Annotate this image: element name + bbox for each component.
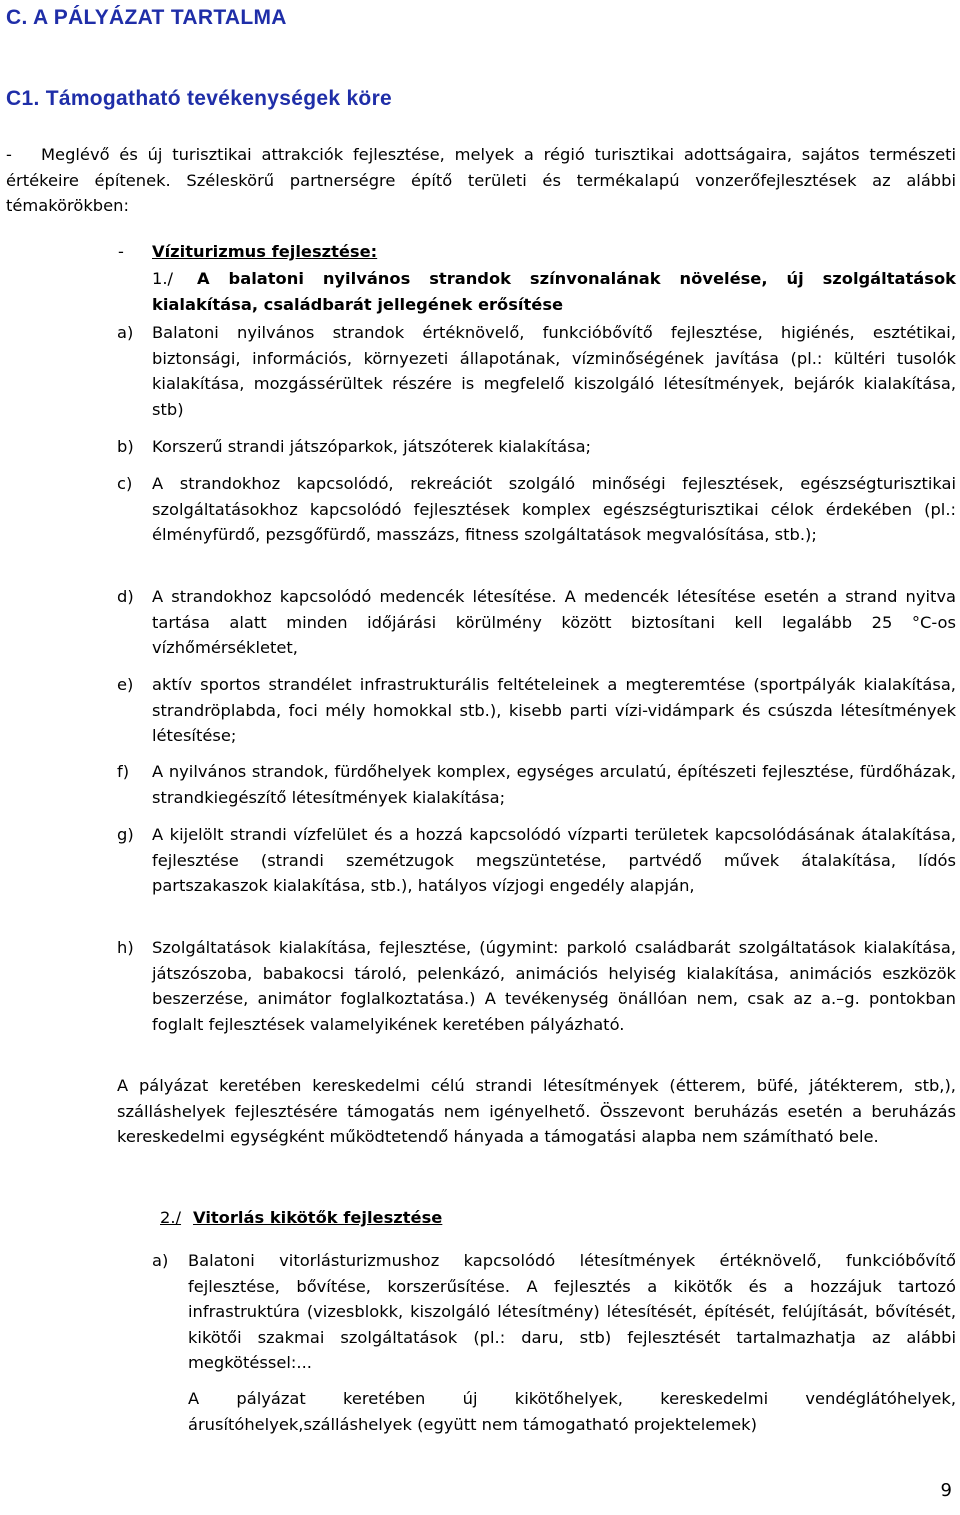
list-item-letter: b) bbox=[117, 437, 134, 456]
list-item-letter: d) bbox=[117, 587, 134, 606]
item1-number: 1./ bbox=[152, 269, 174, 288]
list-item-text: Balatoni nyilvános strandok értéknövelő, funkcióbővítő fejlesztése, higiénés, esztétikai, biztonsági, információs, környezeti állapotának, vízminőségének javítása (pl.: kültéri tusolók kialakítása, mozgássérültek részére is megfelelő kiszolgáló létesítmények, bejárók kialakítása, stb) bbox=[152, 323, 956, 419]
item2-note: A pályázat keretében új kikötőhelyek, kereskedelmi vendéglátóhelyek, árusítóhelyek,szálláshelyek (együtt nem támogatható projektelemek) bbox=[188, 1389, 956, 1434]
list-item-letter: a) bbox=[152, 1251, 169, 1270]
list-item-letter: e) bbox=[117, 675, 134, 694]
list-item-text: aktív sportos strandélet infrastrukturális feltételeinek a megteremtése (sportpályák kialakítása, strandröplabda, foci mély homokkal stb.), kisebb parti vízi-vidámpark és csúszda létesítmények létesítése; bbox=[152, 675, 956, 745]
topic-title: Víziturizmus fejlesztése: bbox=[152, 242, 378, 261]
list-item-text: Korszerű strandi játszóparkok, játszóterek kialakítása; bbox=[152, 437, 592, 456]
list-item-text: A nyilvános strandok, fürdőhelyek komplex, egységes arculatú, építészeti fejlesztése, fürdőházak, strandkiegészítő létesítmények kialakítása; bbox=[152, 762, 956, 807]
intro-paragraph: Meglévő és új turisztikai attrakciók fejlesztése, melyek a régió turisztikai adottságaira, sajátos természeti értékeire építenek. Széleskörű partnerségre építő területi és termékalapú vonzerőfejlesztések az alábbi témakörökben: bbox=[6, 145, 956, 215]
section-heading: C. A PÁLYÁZAT TARTALMA bbox=[6, 6, 287, 29]
list-item-text: Balatoni vitorlásturizmushoz kapcsolódó létesítmények értéknövelő, funkcióbővítő fejlesztése, bővítése, korszerűsítése. A fejlesztés a kikötők és a hozzájuk tartozó infrastruktúra (vizesblokk, kiszolgáló létesítmény) létesítését, építését, felújítását, bővítését, kikötői szakmai szolgáltatások (pl.: daru, stb) fejlesztését tartalmazhatja az alábbi megkötéssel:... bbox=[188, 1251, 956, 1372]
list-item-letter: g) bbox=[117, 825, 134, 844]
page-number: 9 bbox=[940, 1480, 952, 1501]
list-item-text: Szolgáltatások kialakítása, fejlesztése, (úgymint: parkoló családbarát szolgáltatások kialakítása, játszószoba, babakocsi tároló, pelenkázó, animációs helyiség kialakítása, animációs eszközök beszerzése, animátor foglalkoztatása.) A tevékenység önállóan nem, csak az a.–g. pontokban foglalt fejlesztések valamelyikének keretében pályázható. bbox=[152, 938, 956, 1034]
list-item-letter: a) bbox=[117, 323, 134, 342]
list-item-letter: f) bbox=[117, 762, 130, 781]
item1-title: A balatoni nyilvános strandok színvonalának növelése, új szolgáltatások kialakítása, családbarát jellegének erősítése bbox=[152, 269, 956, 314]
list-item-letter: c) bbox=[117, 474, 133, 493]
list-item-text: A strandokhoz kapcsolódó, rekreációt szolgáló minőségi fejlesztések, egészségturisztikai szolgáltatásokhoz kapcsolódó fejlesztések komplex egészségturisztikai célok érdekében (pl.: élményfürdő, pezsgőfürdő, masszázs, fitness szolgáltatások megvalósítása, stb.); bbox=[152, 474, 956, 544]
intro-dash: - bbox=[6, 145, 12, 164]
subsection-heading: C1. Támogatható tevékenységek köre bbox=[6, 87, 393, 110]
topic-dash: - bbox=[118, 242, 124, 261]
item2-title: Vitorlás kikötők fejlesztése bbox=[193, 1208, 443, 1227]
list-item-text: A kijelölt strandi vízfelület és a hozzá kapcsolódó vízparti területek kapcsolódásának átalakítása, fejlesztése (strandi szemétzugok megszüntetése, partvédő művek átalakítása, lídós partszakaszok kialakítása, stb.), hatályos vízjogi engedély alapján, bbox=[152, 825, 956, 895]
item1-note: A pályázat keretében kereskedelmi célú strandi létesítmények (étterem, büfé, játékterem, stb,), szálláshelyek fejlesztésére támogatás nem igényelhető. Összevont beruházás esetén a beruházás kereskedelmi egységként működtetendő hányada a támogatási alapba nem számítható bele. bbox=[117, 1076, 956, 1146]
list-item-text: A strandokhoz kapcsolódó medencék létesítése. A medencék létesítése esetén a strand nyitva tartása alatt minden időjárási körülmény között biztosítani kell legalább 25 °C-os vízhőmérsékletet, bbox=[152, 587, 956, 657]
list-item-letter: h) bbox=[117, 938, 134, 957]
item2-number: 2./ bbox=[160, 1208, 182, 1227]
